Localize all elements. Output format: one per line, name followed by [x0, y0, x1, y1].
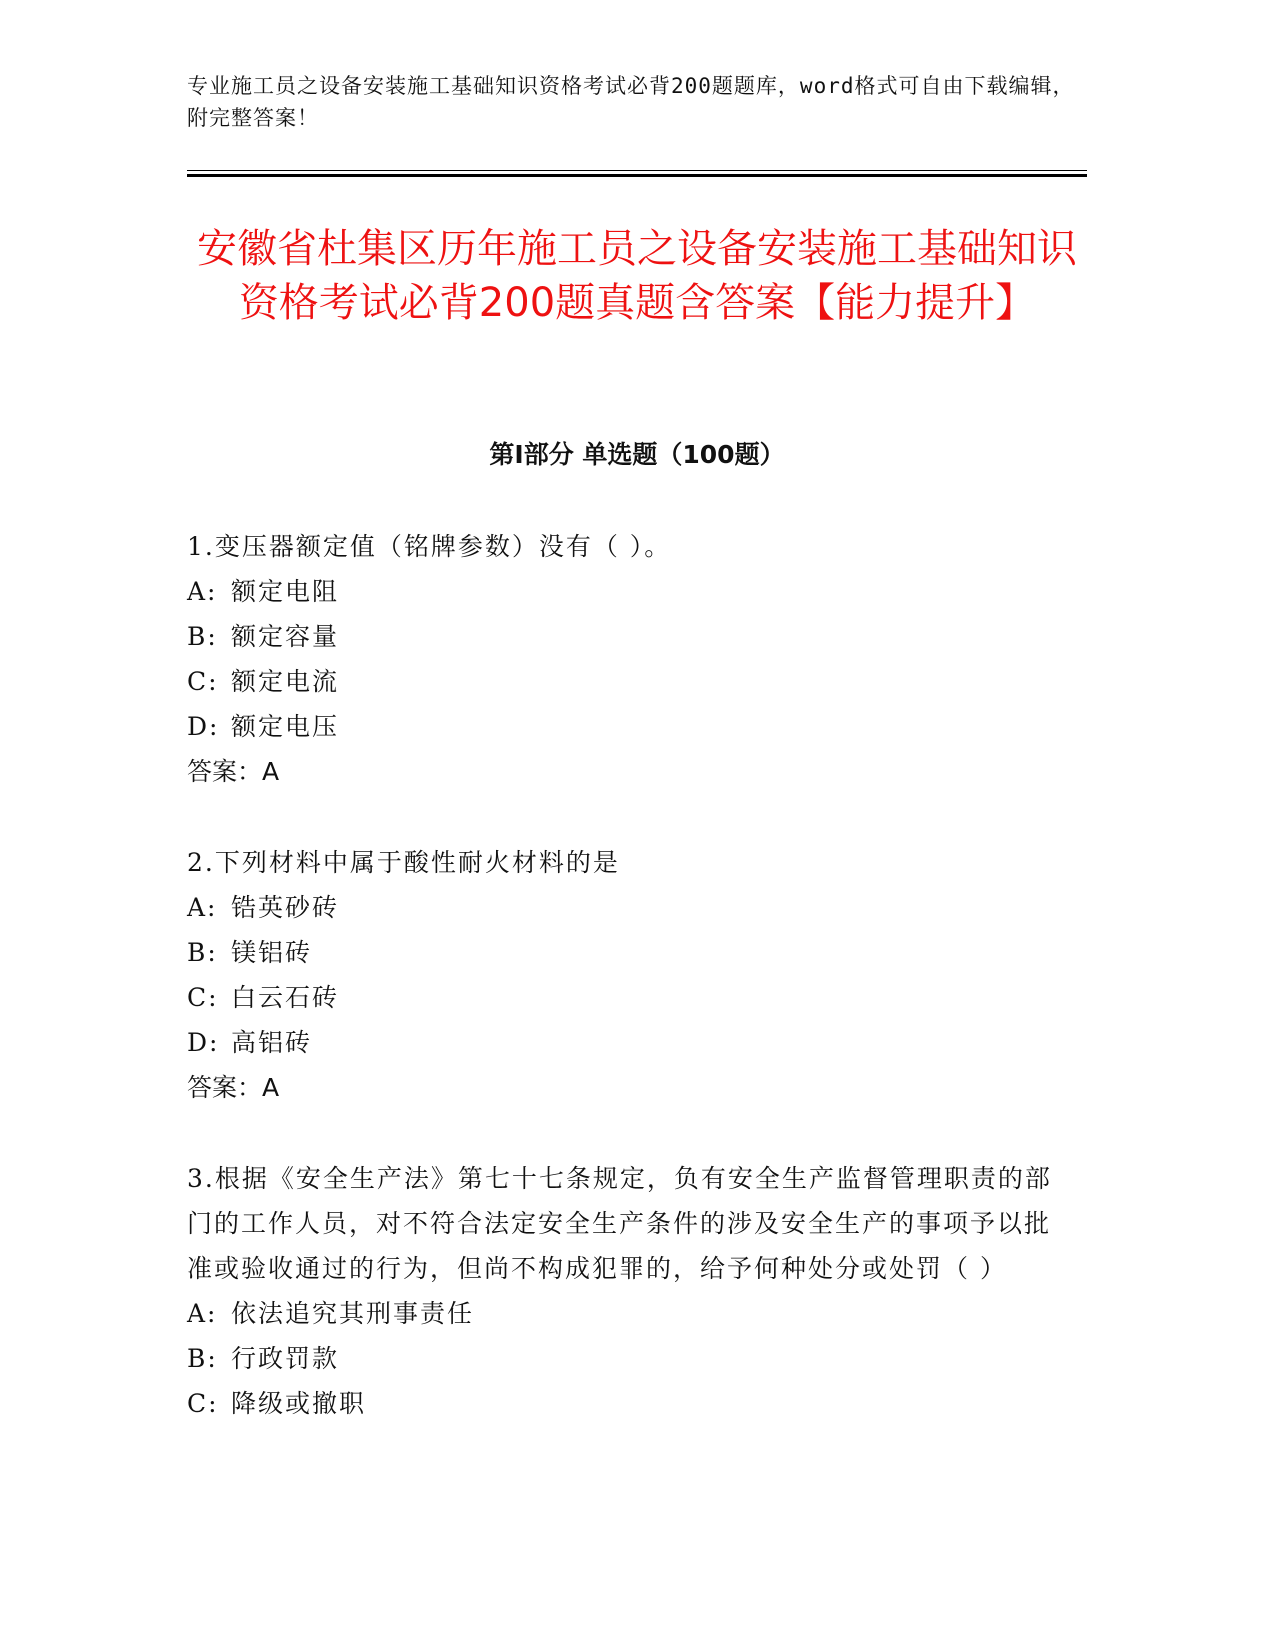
option-a	[187, 885, 1067, 930]
question-3	[187, 1156, 1067, 1426]
question-text: 变压器额定值（铭牌参数）没有（ ）。	[214, 532, 672, 561]
question-stem	[187, 1156, 1067, 1291]
answer-line	[187, 749, 1067, 794]
question-stem	[187, 840, 1067, 885]
option-text: 额定容量	[231, 622, 340, 651]
option-text: 锆英砂砖	[231, 893, 340, 922]
option-a	[187, 569, 1067, 614]
option-text: 依法追究其刑事责任	[231, 1299, 475, 1328]
option-c	[187, 1381, 1067, 1426]
question-text: 下列材料中属于酸性耐火材料的是	[214, 848, 620, 877]
option-d	[187, 1020, 1067, 1065]
answer-value: A	[262, 1073, 280, 1102]
question-stem	[187, 524, 1067, 569]
question-text: 根据《安全生产法》第七十七条规定，负有安全生产监督管理职责的部门的工作人员，对不符合法定安全生产条件的涉及安全生产的事项予以批准或验收通过的行为，但尚不构成犯罪的，给予何种处分或处罚（ ）	[187, 1164, 1052, 1283]
question-number: 3.	[187, 1164, 215, 1193]
option-text: 高铝砖	[231, 1028, 313, 1057]
option-letter: B:	[187, 938, 218, 967]
section-heading: 第I部分 单选题（100题）	[489, 440, 785, 469]
option-letter: B:	[187, 1344, 218, 1373]
answer-label: 答案：	[187, 1073, 263, 1102]
option-letter: D:	[187, 712, 220, 741]
option-d	[187, 704, 1067, 749]
option-letter: C:	[187, 667, 219, 696]
option-c	[187, 975, 1067, 1020]
option-text: 镁铝砖	[231, 938, 313, 967]
header-rule-thick	[187, 174, 1087, 177]
option-text: 额定电压	[231, 712, 340, 741]
option-letter: C:	[187, 983, 219, 1012]
document-title: 安徽省杜集区历年施工员之设备安装施工基础知识资格考试必背200题真题含答案【能力提升】	[197, 226, 1077, 326]
option-text: 额定电阻	[231, 577, 340, 606]
answer-line	[187, 1065, 1067, 1110]
option-b	[187, 930, 1067, 975]
question-2	[187, 840, 1067, 1110]
option-b	[187, 1336, 1067, 1381]
option-letter: B:	[187, 622, 218, 651]
option-letter: D:	[187, 1028, 220, 1057]
option-letter: C:	[187, 1389, 219, 1418]
question-number: 1.	[187, 532, 215, 561]
header-note: 专业施工员之设备安装施工基础知识资格考试必背200题题库，word格式可自由下载编辑，附完整答案！	[187, 74, 1075, 130]
option-c	[187, 659, 1067, 704]
option-letter: A:	[187, 893, 218, 922]
option-text: 行政罚款	[231, 1344, 340, 1373]
question-list	[187, 524, 1067, 1472]
answer-label: 答案：	[187, 757, 263, 786]
option-letter: A:	[187, 577, 218, 606]
option-text: 白云石砖	[231, 983, 340, 1012]
option-text: 额定电流	[231, 667, 340, 696]
answer-value: A	[262, 757, 280, 786]
question-1	[187, 524, 1067, 794]
question-number: 2.	[187, 848, 215, 877]
option-letter: A:	[187, 1299, 218, 1328]
option-b	[187, 614, 1067, 659]
option-text: 降级或撤职	[231, 1389, 367, 1418]
header-rule-thin	[187, 170, 1087, 171]
option-a	[187, 1291, 1067, 1336]
